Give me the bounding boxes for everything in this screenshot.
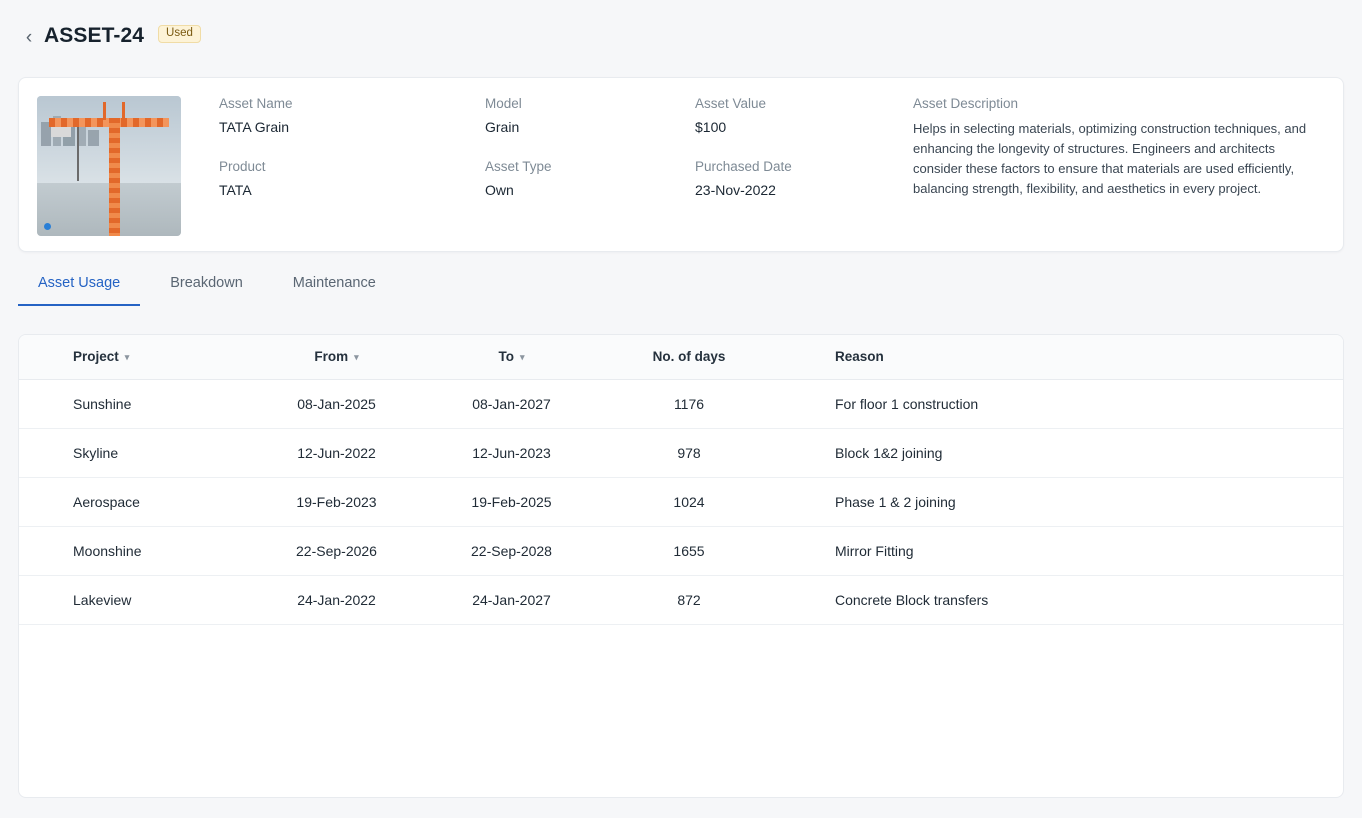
cell-from: 24-Jan-2022: [249, 575, 424, 624]
column-header-to-label: To: [498, 349, 514, 365]
tab-bar: [18, 267, 1344, 317]
cell-project: Moonshine: [19, 526, 249, 575]
crane-counterweight: [51, 127, 71, 137]
asset-usage-table: [19, 335, 1343, 625]
field-label-asset-type: Asset Type: [485, 159, 552, 174]
cell-project: Skyline: [19, 428, 249, 477]
field-label-asset-value: Asset Value: [695, 96, 767, 111]
cell-project: Sunshine: [19, 379, 249, 428]
field-label-asset-description: Asset Description: [913, 96, 1019, 111]
cell-days: 872: [599, 575, 779, 624]
field-column-1: [219, 96, 485, 233]
field-value-model: Grain: [485, 119, 520, 135]
column-header-days-label: No. of days: [652, 349, 726, 365]
column-header-to[interactable]: [424, 335, 599, 379]
table-body: [19, 379, 1343, 624]
cell-reason: Block 1&2 joining: [779, 428, 1343, 477]
photo-indicator-dot: [44, 223, 51, 230]
cell-to: 24-Jan-2027: [424, 575, 599, 624]
column-header-to-inner: [498, 349, 524, 364]
field-value-asset-value: $100: [695, 119, 727, 135]
tab-asset-usage[interactable]: Asset Usage: [18, 267, 140, 306]
asset-usage-table-panel: [18, 334, 1344, 798]
cell-reason: Mirror Fitting: [779, 526, 1343, 575]
cell-to: 19-Feb-2025: [424, 477, 599, 526]
table-row[interactable]: [19, 526, 1343, 575]
column-header-reason-inner: [835, 349, 884, 364]
column-header-project-label: Project: [73, 349, 119, 365]
cell-to: 08-Jan-2027: [424, 379, 599, 428]
crane-cable: [77, 127, 79, 181]
chevron-down-icon[interactable]: ▾: [354, 352, 359, 363]
column-header-project-inner: [73, 349, 129, 364]
column-header-reason-label: Reason: [835, 349, 884, 365]
crane-mast: [109, 118, 120, 236]
table-row[interactable]: [19, 428, 1343, 477]
column-header-from-label: From: [314, 349, 349, 365]
field-column-2: [485, 96, 695, 233]
field-value-product: TATA: [219, 182, 252, 198]
column-header-days: [599, 335, 779, 379]
cell-from: 08-Jan-2025: [249, 379, 424, 428]
cell-reason: For floor 1 construction: [779, 379, 1343, 428]
status-badge: Used: [158, 25, 201, 44]
field-column-3: [695, 96, 913, 233]
cell-project: Lakeview: [19, 575, 249, 624]
column-header-reason: [779, 335, 1343, 379]
column-header-from-inner: [314, 349, 358, 364]
cell-days: 978: [599, 428, 779, 477]
asset-photo: [37, 96, 181, 236]
table-header: [19, 335, 1343, 379]
field-value-asset-type: Own: [485, 182, 514, 198]
field-label-asset-name: Asset Name: [219, 96, 293, 111]
cell-from: 19-Feb-2023: [249, 477, 424, 526]
cell-to: 12-Jun-2023: [424, 428, 599, 477]
table-row[interactable]: [19, 477, 1343, 526]
column-header-from[interactable]: [249, 335, 424, 379]
asset-summary-card: [18, 77, 1344, 252]
cell-reason: Phase 1 & 2 joining: [779, 477, 1343, 526]
cell-reason: Concrete Block transfers: [779, 575, 1343, 624]
tab-breakdown[interactable]: Breakdown: [170, 275, 243, 291]
cell-to: 22-Sep-2028: [424, 526, 599, 575]
table-row[interactable]: [19, 575, 1343, 624]
chevron-left-icon[interactable]: ‹: [25, 26, 33, 48]
page-title: ASSET-24: [44, 24, 145, 47]
crane-apex: [103, 102, 125, 120]
cell-from: 22-Sep-2026: [249, 526, 424, 575]
cell-days: 1176: [599, 379, 779, 428]
cell-days: 1024: [599, 477, 779, 526]
chevron-down-icon[interactable]: ▾: [519, 352, 525, 363]
tab-maintenance[interactable]: Maintenance: [292, 275, 376, 291]
chevron-down-icon[interactable]: ▾: [124, 352, 130, 363]
field-column-description: [913, 96, 1325, 233]
cell-from: 12-Jun-2022: [249, 428, 424, 477]
table-header-row: [19, 335, 1343, 379]
field-label-purchased-date: Purchased Date: [695, 159, 792, 174]
field-value-asset-name: TATA Grain: [219, 119, 290, 135]
asset-fields: [181, 96, 1325, 233]
cell-days: 1655: [599, 526, 779, 575]
field-label-model: Model: [485, 96, 522, 111]
field-label-product: Product: [219, 159, 266, 174]
column-header-days-inner: [653, 349, 726, 364]
field-value-purchased-date: 23-Nov-2022: [695, 182, 776, 198]
table-row[interactable]: [19, 379, 1343, 428]
field-value-asset-description: Helps in selecting materials, optimizing construction techniques, and enhancing the longevity of structures. Engineers and architects consider these factors to ensure that materials are used efficiently, balancing strength, flexibility, and aesthetics in every project.: [913, 121, 1307, 197]
cell-project: Aerospace: [19, 477, 249, 526]
column-header-project[interactable]: [19, 335, 249, 379]
page-header: [0, 0, 1362, 72]
